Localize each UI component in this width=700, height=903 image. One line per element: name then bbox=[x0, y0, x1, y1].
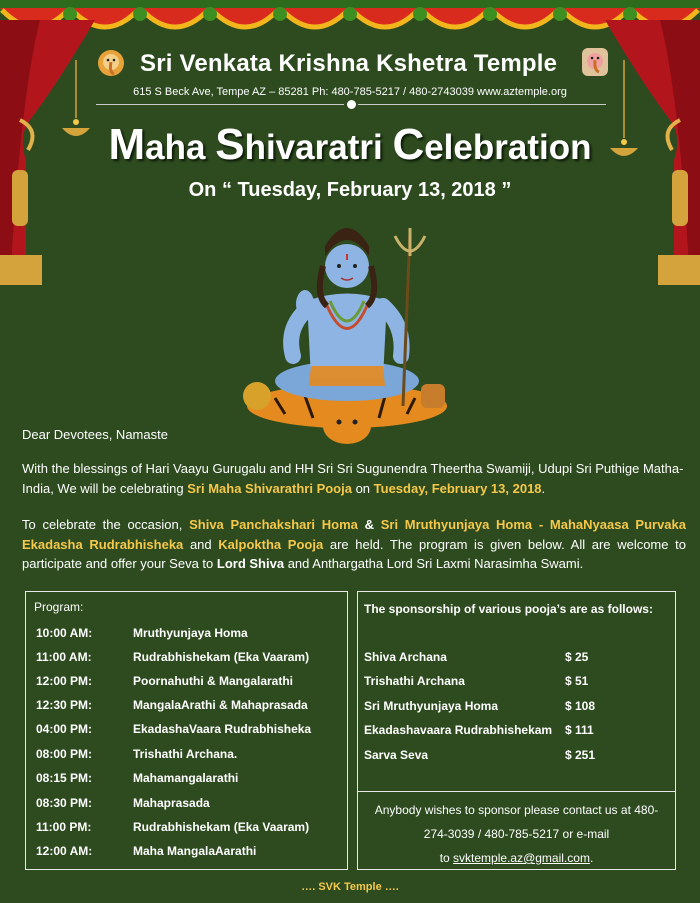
program-row: 04:00 PM: EkadashaVaara Rudrabhisheka bbox=[36, 722, 312, 736]
greeting: Dear Devotees, Namaste bbox=[22, 427, 168, 442]
divider-dot bbox=[347, 100, 356, 109]
program-box bbox=[25, 591, 348, 870]
program-row: 10:00 AM: Mruthyunjaya Homa bbox=[36, 626, 248, 640]
program-row: 08:00 PM: Trishathi Archana. bbox=[36, 747, 238, 761]
program-row: 11:00 AM: Rudrabhishekam (Eka Vaaram) bbox=[36, 650, 310, 664]
program-row: 12:00 PM: Poornahuthi & Mangalarathi bbox=[36, 674, 294, 688]
program-title: Program: bbox=[34, 600, 84, 614]
program-row: 08:30 PM: Mahaprasada bbox=[36, 796, 210, 810]
program-row: 12:30 PM: MangalaArathi & Mahaprasada bbox=[36, 698, 308, 712]
sponsorship-row: Ekadashavaara Rudrabhishekam $ 111 bbox=[364, 723, 594, 737]
sponsorship-box bbox=[357, 591, 676, 870]
program-row: 12:00 AM: Maha MangalaAarathi bbox=[36, 844, 257, 858]
sponsorship-title: The sponsorship of various pooja’s are as follows: bbox=[364, 602, 653, 616]
program-row: 11:00 PM: Rudrabhishekam (Eka Vaaram) bbox=[36, 820, 310, 834]
email-link[interactable]: svktemple.az@gmail.com bbox=[453, 851, 590, 865]
details-paragraph: To celebrate the occasion, Shiva Panchakshari Homa & Sri Mruthyunjaya Homa - MahaNyaasa Purvaka Ekadasha Rudrabhisheka and Kalpoktha Pooja are held. The program is given below. All are welcome to participate and offer your Seva to Lord Shiva and Anthargatha Lord Sri Laxmi Narasimha Swami. bbox=[22, 517, 686, 571]
divider bbox=[358, 791, 675, 792]
program-row: 08:15 PM: Mahamangalarathi bbox=[36, 771, 239, 785]
sponsorship-row: Shiva Archana $ 25 bbox=[364, 650, 589, 664]
event-title: Maha Shivaratri Celebration bbox=[108, 120, 592, 169]
intro-paragraph: With the blessings of Hari Vaayu Gurugalu and HH Sri Sri Sugunendra Theertha Swamiji, Udupi Sri Puthige Matha-India, We will be celebrating Sri Maha Shivarathri Pooja on Tuesday, February 13, 2018. bbox=[22, 461, 684, 496]
sponsorship-row: Sarva Seva $ 251 bbox=[364, 748, 596, 762]
temple-name: Sri Venkata Krishna Kshetra Temple bbox=[140, 50, 558, 77]
footer-signature: …. SVK Temple …. bbox=[301, 881, 399, 893]
sponsor-contact: Anybody wishes to sponsor please contact us at 480- 274-3039 / 480-785-5217 or e-mail to svktemple.az@gmail.com. bbox=[374, 803, 659, 865]
garland-icon bbox=[0, 0, 700, 48]
sponsorship-row: Trishathi Archana $ 51 bbox=[364, 674, 589, 688]
ganesha-icon bbox=[96, 48, 126, 78]
event-date: On “ Tuesday, February 13, 2018 ” bbox=[188, 179, 512, 201]
shiva-illustration bbox=[235, 206, 460, 446]
divider bbox=[96, 104, 344, 105]
sponsorship-row: Sri Mruthyunjaya Homa $ 108 bbox=[364, 699, 596, 713]
temple-address: 615 S Beck Ave, Tempe AZ – 85281 Ph: 480-785-5217 / 480-2743039 www.aztemple.org bbox=[133, 86, 567, 98]
ganesha-icon bbox=[580, 46, 610, 78]
divider bbox=[358, 104, 606, 105]
